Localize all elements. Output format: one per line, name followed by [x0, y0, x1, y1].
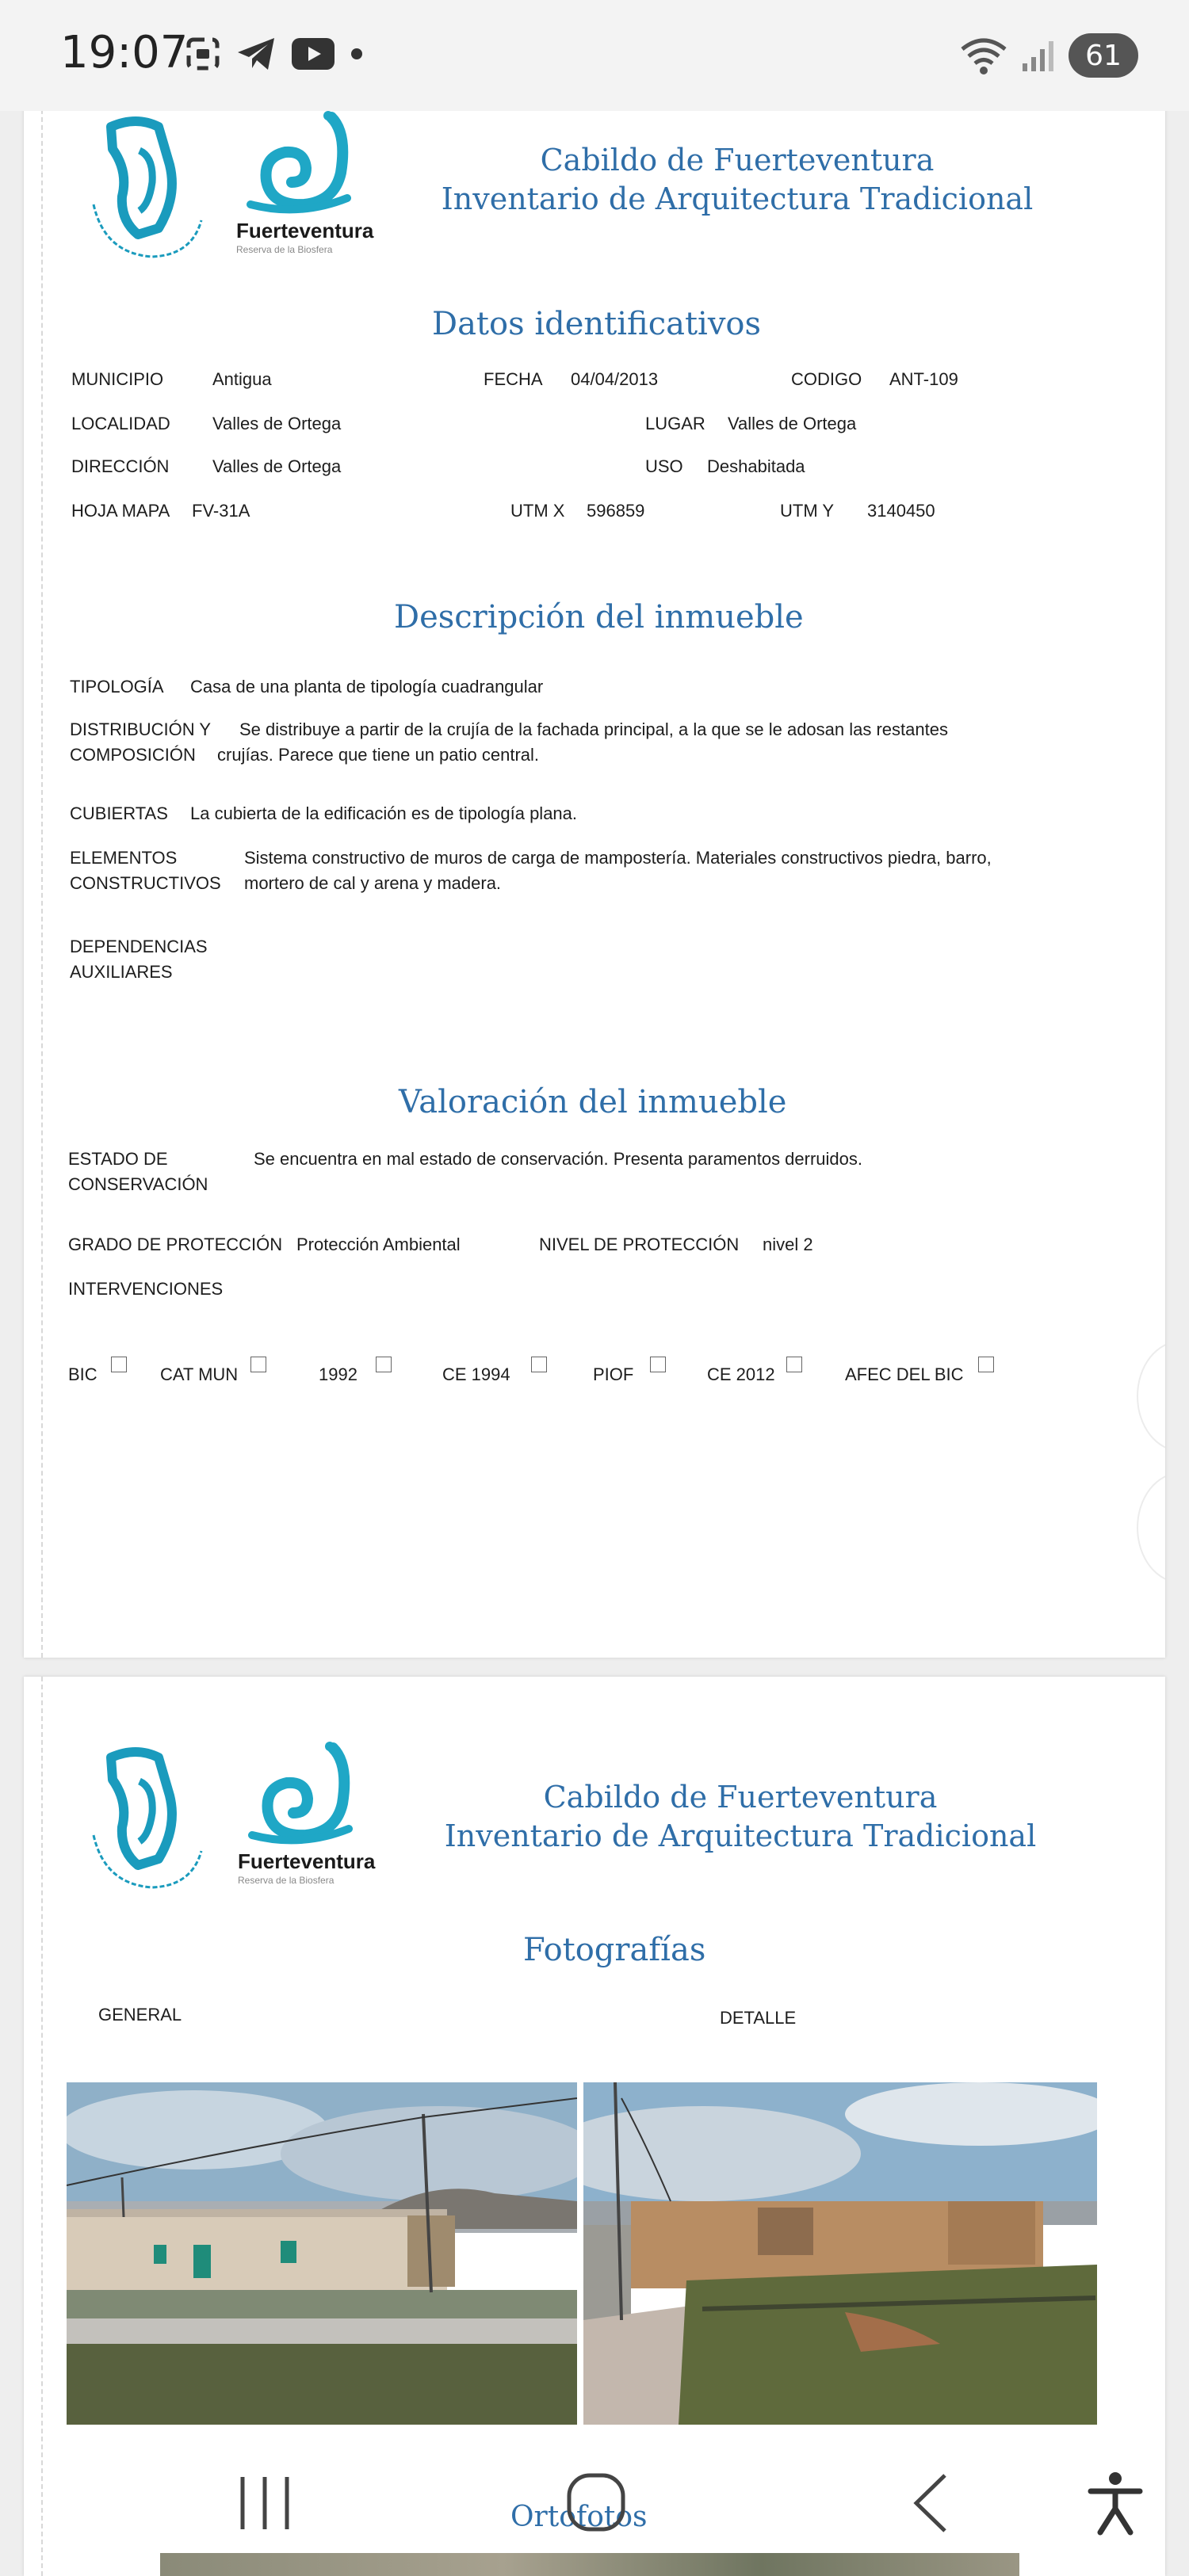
- checkbox-label-cat-mun: CAT MUN: [160, 1364, 239, 1384]
- utm-y-label: UTM Y: [780, 501, 835, 521]
- elementos-value-2: mortero de cal y arena y madera.: [244, 873, 502, 893]
- checkbox-ce-1994[interactable]: [531, 1357, 547, 1372]
- checkbox-1992[interactable]: [376, 1357, 392, 1372]
- hoja-mapa-label: HOJA MAPA: [71, 501, 170, 521]
- municipio-label: MUNICIPIO: [71, 369, 164, 389]
- uso-label: USO: [645, 456, 683, 476]
- cubiertas-value: La cubierta de la edificación es de tipología plana.: [190, 803, 578, 823]
- section-title-datos: Datos identificativos: [432, 306, 762, 342]
- dot-icon: [349, 46, 365, 62]
- header-org: Cabildo de Fuerteventura: [540, 143, 935, 177]
- snail-logo-icon: [236, 109, 379, 220]
- cabildo-logo: [81, 109, 216, 268]
- back-icon[interactable]: [910, 2471, 950, 2536]
- photo-detalle-image: [583, 2082, 1097, 2425]
- direccion-label: DIRECCIÓN: [71, 456, 170, 476]
- codigo-value: ANT-109: [889, 369, 958, 389]
- status-time: 19:07: [60, 27, 189, 78]
- status-notification-icons: [184, 35, 365, 73]
- distribucion-label-1: DISTRIBUCIÓN Y: [70, 719, 212, 739]
- elementos-label-2: CONSTRUCTIVOS: [70, 873, 221, 893]
- telegram-icon: [236, 36, 277, 71]
- lugar-label: LUGAR: [645, 414, 705, 433]
- page-margin-line: [41, 22, 43, 1658]
- section-title-descripcion: Descripción del inmueble: [394, 599, 804, 635]
- snail-logo-icon: [238, 1740, 380, 1851]
- wifi-icon: [959, 35, 1008, 76]
- logo-brand-subtext: Reserva de la Biosfera: [238, 1875, 335, 1886]
- utm-y-value: 3140450: [867, 501, 935, 521]
- status-system-icons: [959, 33, 1138, 78]
- cubiertas-label: CUBIERTAS: [70, 803, 168, 823]
- home-icon[interactable]: [564, 2472, 628, 2534]
- distribucion-value-2: crujías. Parece que tiene un patio central.: [217, 745, 540, 765]
- tipologia-value: Casa de una planta de tipología cuadrangular: [190, 677, 544, 696]
- page-margin-line: [41, 1677, 43, 2576]
- logo-brand-text: Fuerteventura: [238, 1849, 376, 1873]
- codigo-label: CODIGO: [791, 369, 862, 389]
- cabildo-logo: [81, 1740, 216, 1899]
- grado-proteccion-label: GRADO DE PROTECCIÓN: [68, 1235, 283, 1254]
- checkbox-label-ce-1994: CE 1994: [442, 1364, 510, 1384]
- photo-detalle: [583, 2082, 1097, 2425]
- checkbox-cat-mun[interactable]: [250, 1357, 266, 1372]
- tipologia-label: TIPOLOGÍA: [70, 677, 164, 696]
- document-header: [400, 1778, 1081, 1857]
- section-title-fotografias: Fotografías: [523, 1932, 706, 1968]
- checkbox-afec-del-bic[interactable]: [978, 1357, 994, 1372]
- estado-value: Se encuentra en mal estado de conservación. Presenta paramentos derruidos.: [254, 1149, 863, 1169]
- logo-brand-text: Fuerteventura: [236, 219, 374, 242]
- scroll-handle-upper[interactable]: [1137, 1341, 1165, 1452]
- nivel-proteccion-value: nivel 2: [763, 1235, 813, 1254]
- photo-general-label: GENERAL: [98, 2005, 182, 2025]
- intervenciones-label: INTERVENCIONES: [68, 1279, 224, 1299]
- fuerteventura-logo: [238, 1740, 380, 1906]
- document-page-2: [24, 1677, 1165, 2576]
- cabildo-logo-icon: [81, 109, 216, 268]
- estado-label-2: CONSERVACIÓN: [68, 1174, 208, 1194]
- youtube-icon: [292, 38, 335, 70]
- elementos-value-1: Sistema constructivo de muros de carga de mampostería. Materiales constructivos piedra, barro,: [244, 848, 992, 868]
- dependencias-label-2: AUXILIARES: [70, 962, 173, 982]
- checkbox-bic[interactable]: [111, 1357, 127, 1372]
- header-inventory: Inventario de Arquitectura Tradicional: [441, 181, 1034, 217]
- grado-proteccion-value: Protección Ambiental: [296, 1235, 461, 1254]
- utm-x-value: 596859: [587, 501, 645, 521]
- header-inventory: Inventario de Arquitectura Tradicional: [444, 1818, 1037, 1854]
- document-header: [396, 141, 1078, 219]
- header-org: Cabildo de Fuerteventura: [543, 1780, 938, 1815]
- checkbox-label-afec-del-bic: AFEC DEL BIC: [845, 1364, 964, 1384]
- checkbox-label-1992: 1992: [319, 1364, 357, 1384]
- localidad-value: Valles de Ortega: [212, 414, 342, 433]
- accessibility-icon[interactable]: [1088, 2471, 1143, 2536]
- fuerteventura-logo: [236, 109, 379, 276]
- checkbox-ce-2012[interactable]: [786, 1357, 802, 1372]
- estado-label-1: ESTADO DE: [68, 1149, 168, 1169]
- checkbox-label-piof: PIOF: [593, 1364, 634, 1384]
- distribucion-value-1: Se distribuye a partir de la crujía de la fachada principal, a la que se le adosan las restantes: [239, 719, 948, 739]
- fecha-value: 04/04/2013: [571, 369, 659, 389]
- cabildo-logo-icon: [81, 1740, 216, 1899]
- recent-apps-icon[interactable]: [238, 2472, 293, 2534]
- scroll-handle-lower[interactable]: [1137, 1472, 1165, 1583]
- photo-detalle-label: DETALLE: [720, 2008, 797, 2028]
- section-title-ortofotos: Ortofotos: [510, 2501, 648, 2533]
- document-page-1: [24, 22, 1165, 1658]
- signal-icon: [1021, 38, 1056, 73]
- dependencias-label-1: DEPENDENCIAS: [70, 937, 208, 956]
- section-title-valoracion: Valoración del inmueble: [399, 1084, 787, 1120]
- status-bar: [0, 0, 1189, 111]
- hoja-mapa-value: FV-31A: [192, 501, 250, 521]
- lugar-value: Valles de Ortega: [728, 414, 857, 433]
- photo-general: [67, 2082, 577, 2425]
- checkbox-label-ce-2012: CE 2012: [707, 1364, 775, 1384]
- checkbox-label-bic: BIC: [68, 1364, 97, 1384]
- localidad-label: LOCALIDAD: [71, 414, 170, 433]
- elementos-label-1: ELEMENTOS: [70, 848, 178, 868]
- nivel-proteccion-label: NIVEL DE PROTECCIÓN: [539, 1235, 740, 1254]
- logo-brand-subtext: Reserva de la Biosfera: [236, 244, 333, 255]
- screen-capture-icon: [184, 35, 222, 73]
- utm-x-label: UTM X: [510, 501, 565, 521]
- uso-value: Deshabitada: [707, 456, 805, 476]
- checkbox-piof[interactable]: [650, 1357, 666, 1372]
- municipio-value: Antigua: [212, 369, 272, 389]
- battery-indicator: 61: [1069, 33, 1138, 78]
- navigation-bar: [0, 2455, 1189, 2576]
- fecha-label: FECHA: [484, 369, 543, 389]
- distribucion-label-2: COMPOSICIÓN: [70, 745, 196, 765]
- photo-general-image: [67, 2082, 577, 2425]
- direccion-value: Valles de Ortega: [212, 456, 342, 476]
